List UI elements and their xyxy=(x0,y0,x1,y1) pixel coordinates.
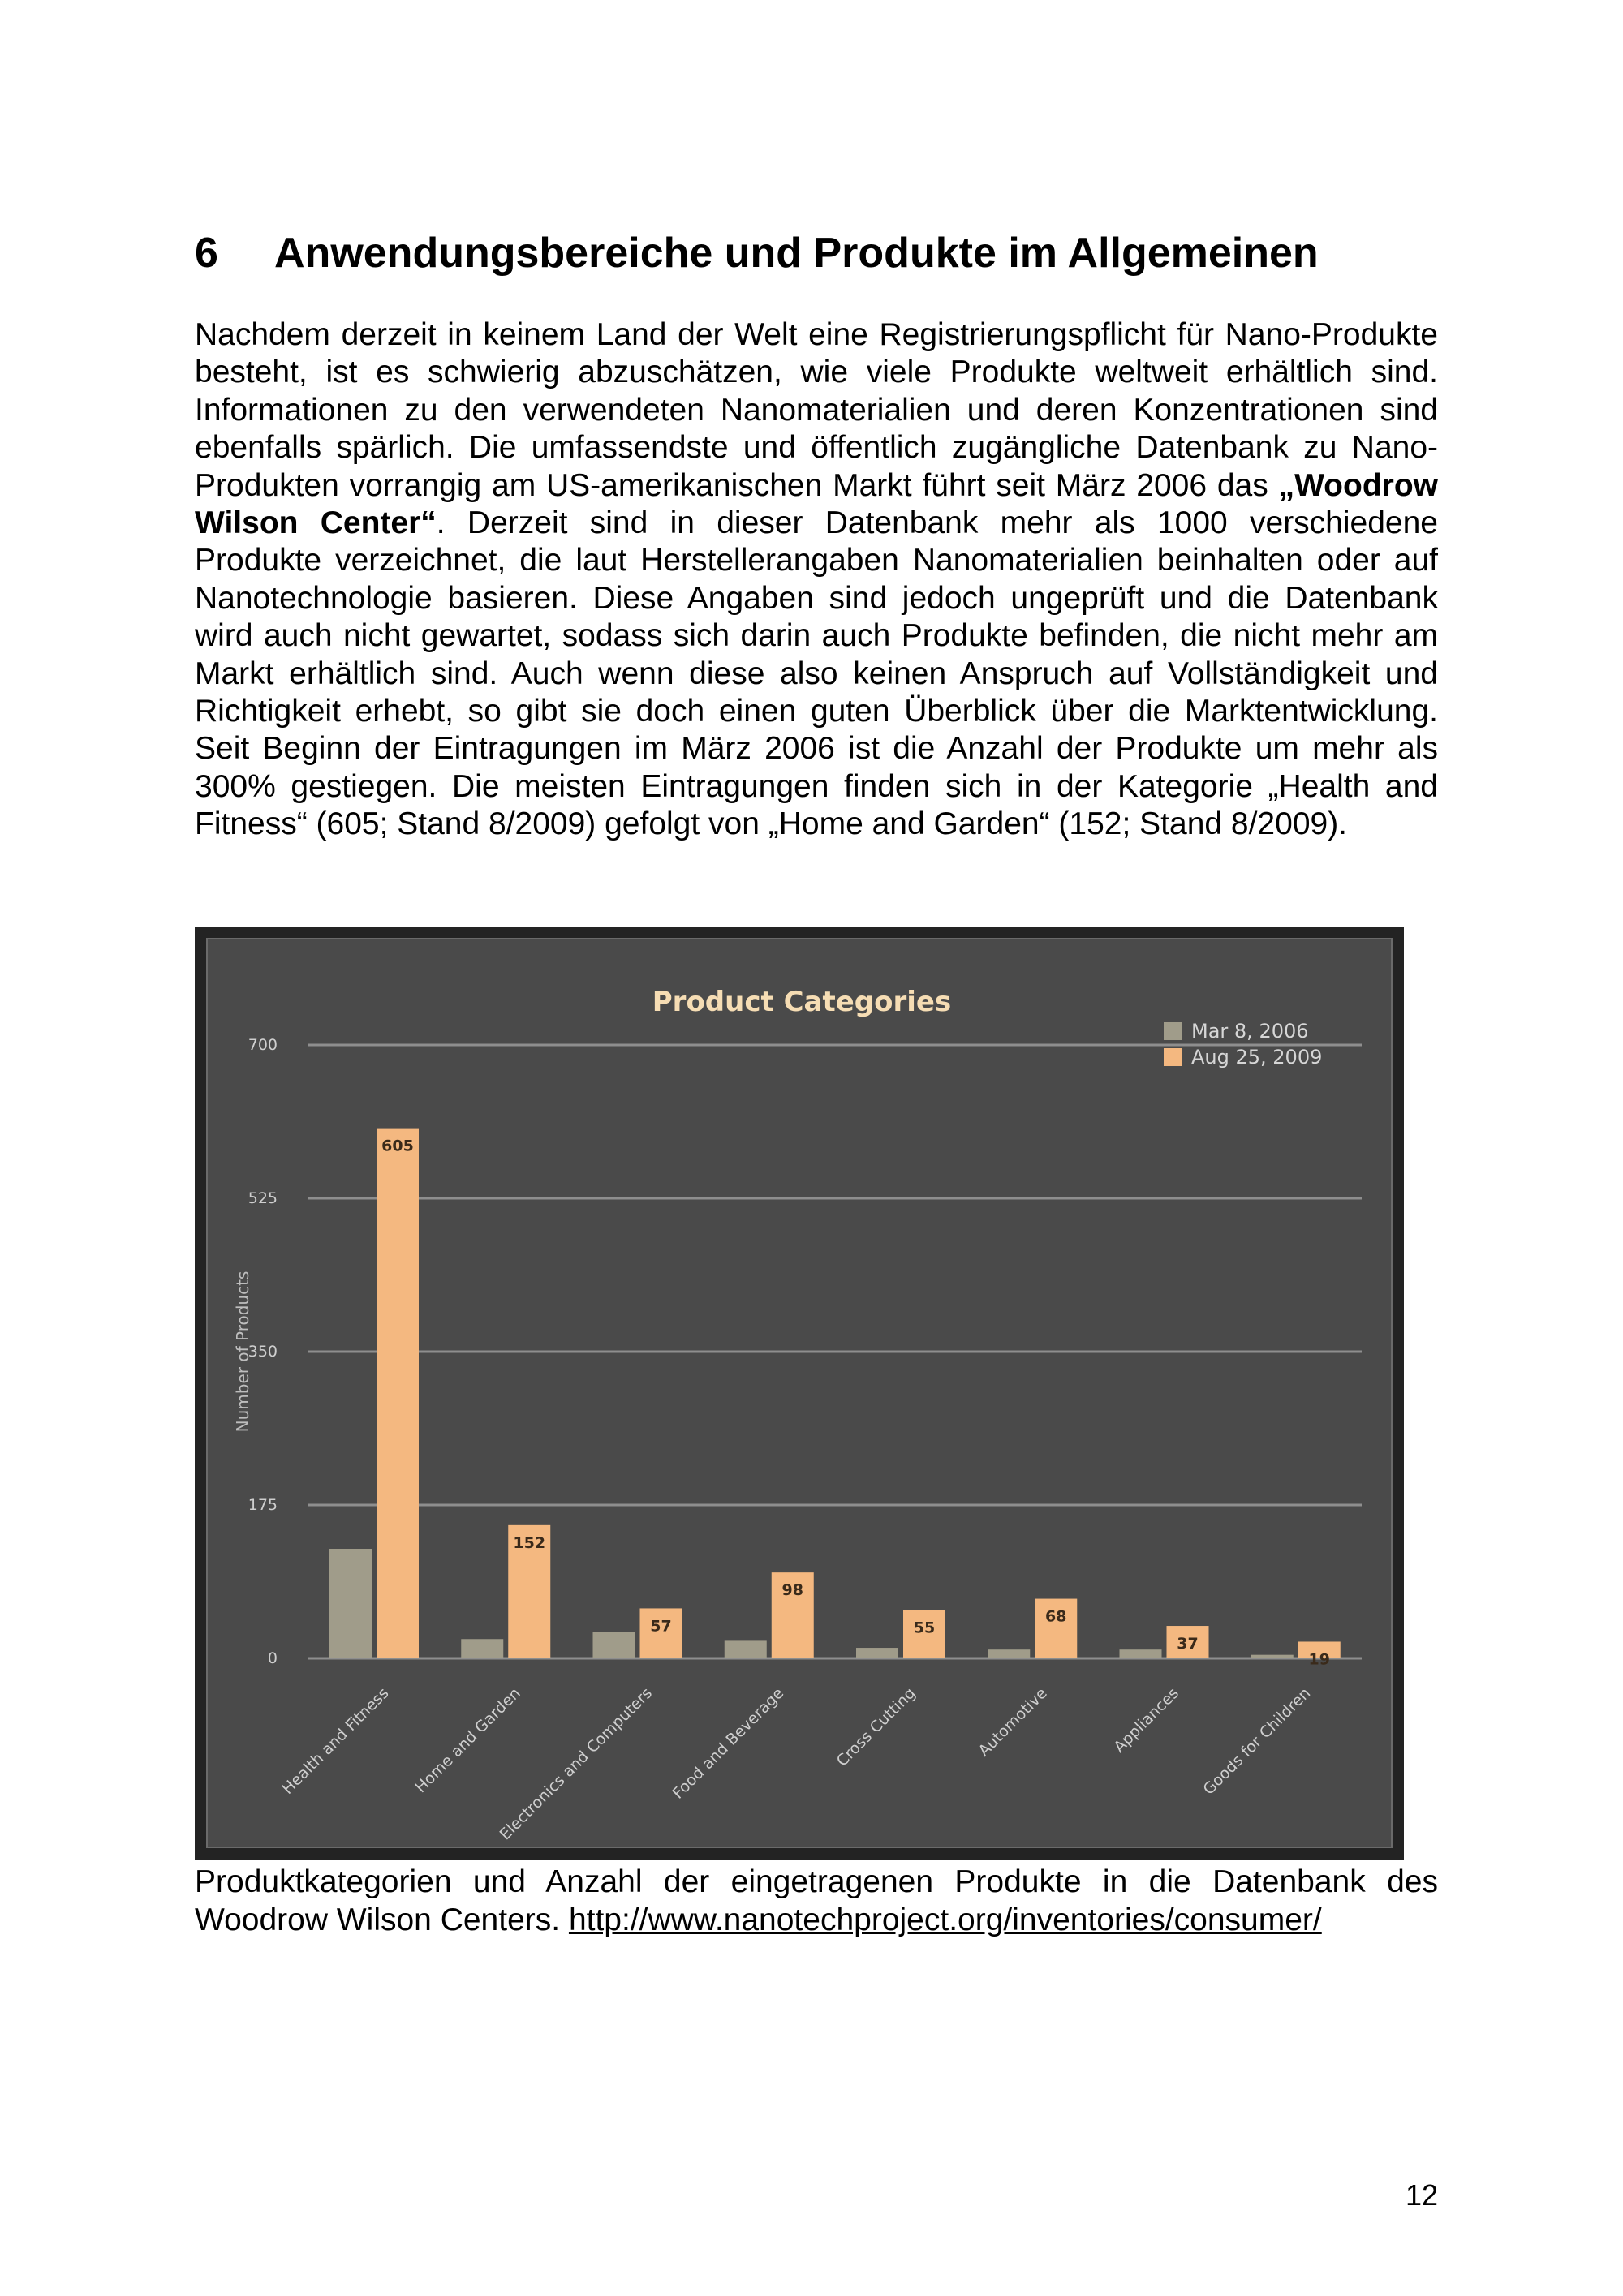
bar-value-label-electronics-and-computers: 57 xyxy=(650,1617,672,1636)
bar-home-and-garden-series-1 xyxy=(461,1639,503,1658)
caption-text: Produktkategorien und Anzahl der eingetragenen Produkte in die Datenbank des Woodrow Wilson Centers. xyxy=(195,1864,1438,1937)
body-paragraph xyxy=(195,316,1438,844)
y-tick-label-700: 700 xyxy=(248,1036,278,1054)
bar-automotive-series-1 xyxy=(988,1649,1030,1658)
woodrow-wilson-center-emphasis: „Woodrow Wilson Center“ xyxy=(195,467,1438,541)
bar-health-and-fitness-series-2 xyxy=(377,1129,419,1658)
y-axis-label: Number of Products xyxy=(233,1271,252,1433)
x-tick-label-electronics-and-computers: Electronics and Computers xyxy=(496,1683,657,1844)
bar-food-and-beverage-series-1 xyxy=(725,1640,767,1658)
chart-title: Product Categories xyxy=(652,986,952,1018)
bar-value-label-automotive: 68 xyxy=(1045,1607,1067,1626)
bar-goods-for-children-series-1 xyxy=(1251,1655,1294,1658)
product-categories-chart xyxy=(208,939,1391,1847)
bar-value-label-goods-for-children: 19 xyxy=(1308,1650,1330,1669)
legend-label-1: Mar 8, 2006 xyxy=(1191,1020,1309,1043)
chart-panel xyxy=(206,938,1393,1848)
figure-frame xyxy=(195,927,1404,1860)
x-tick-label-goods-for-children: Goods for Children xyxy=(1199,1683,1315,1799)
bar-appliances-series-1 xyxy=(1120,1649,1162,1658)
y-tick-label-350: 350 xyxy=(248,1343,278,1361)
section-heading xyxy=(195,229,1319,277)
page-number: 12 xyxy=(1405,2178,1438,2212)
caption-link[interactable]: http://www.nanotechproject.org/inventories/consumer/ xyxy=(568,1903,1322,1937)
legend-swatch-1 xyxy=(1164,1022,1182,1040)
body-text-part-1: Nachdem derzeit in keinem Land der Welt eine Registrierungspflicht für Nano-Produkte besteht, ist es schwierig abzuschätzen, wie viele Produkte weltweit erhältlich sind. Informationen zu den verwendeten Nanomaterialien und deren Konzentrationen sind ebenfalls spärlich. Die umfassendste und öffentlich zugängliche Datenbank zu Nano-Produkten vorrangig am US-amerikanischen Markt führt seit März 2006 das xyxy=(195,317,1438,503)
body-text-part-2: . Derzeit sind in dieser Datenbank mehr als 1000 verschiedene Produkte verzeichnet, die laut Herstellerangaben Nanomaterialien beinhalten oder auf Nanotechnologie basieren. Diese Angaben sind jedoch ungeprüft und die Datenbank wird auch nicht gewartet, sodass sich darin auch Produkte befinden, die nicht mehr am Markt erhältlich sind. Auch wenn diese also keinen Anspruch auf Vollständigkeit und Richtigkeit erhebt, so gibt sie doch einen guten Überblick über die Marktentwicklung. Seit Beginn der Eintragungen im März 2006 ist die Anzahl der Produkte um mehr als 300% gestiegen. Die meisten Eintragungen finden sich in der Kategorie „Health and Fitness“ (605; Stand 8/2009) gefolgt von „Home and Garden“ (152; Stand 8/2009). xyxy=(195,505,1438,842)
x-tick-label-automotive: Automotive xyxy=(975,1683,1051,1761)
bar-health-and-fitness-series-1 xyxy=(329,1549,372,1658)
x-tick-label-cross-cutting: Cross Cutting xyxy=(833,1683,919,1770)
bar-value-label-appliances: 37 xyxy=(1177,1635,1199,1653)
x-tick-label-health-and-fitness: Health and Fitness xyxy=(278,1683,393,1799)
x-tick-label-food-and-beverage: Food and Beverage xyxy=(669,1683,788,1803)
x-tick-label-appliances: Appliances xyxy=(1110,1683,1183,1756)
x-tick-label-home-and-garden: Home and Garden xyxy=(411,1683,524,1797)
y-tick-label-0: 0 xyxy=(267,1649,278,1667)
section-title: Anwendungsbereiche und Produkte im Allgemeinen xyxy=(274,230,1319,277)
y-tick-label-525: 525 xyxy=(248,1189,278,1207)
figure-caption xyxy=(195,1863,1438,1939)
bar-cross-cutting-series-1 xyxy=(856,1648,898,1658)
bar-value-label-health-and-fitness: 605 xyxy=(381,1137,414,1155)
bar-value-label-food-and-beverage: 98 xyxy=(781,1581,803,1600)
bar-electronics-and-computers-series-1 xyxy=(593,1632,635,1658)
bar-value-label-cross-cutting: 55 xyxy=(913,1619,936,1637)
bar-value-label-home-and-garden: 152 xyxy=(513,1533,546,1552)
section-number: 6 xyxy=(195,230,218,277)
legend-label-2: Aug 25, 2009 xyxy=(1191,1046,1323,1068)
y-tick-label-175: 175 xyxy=(248,1496,278,1514)
legend-swatch-2 xyxy=(1164,1048,1182,1066)
